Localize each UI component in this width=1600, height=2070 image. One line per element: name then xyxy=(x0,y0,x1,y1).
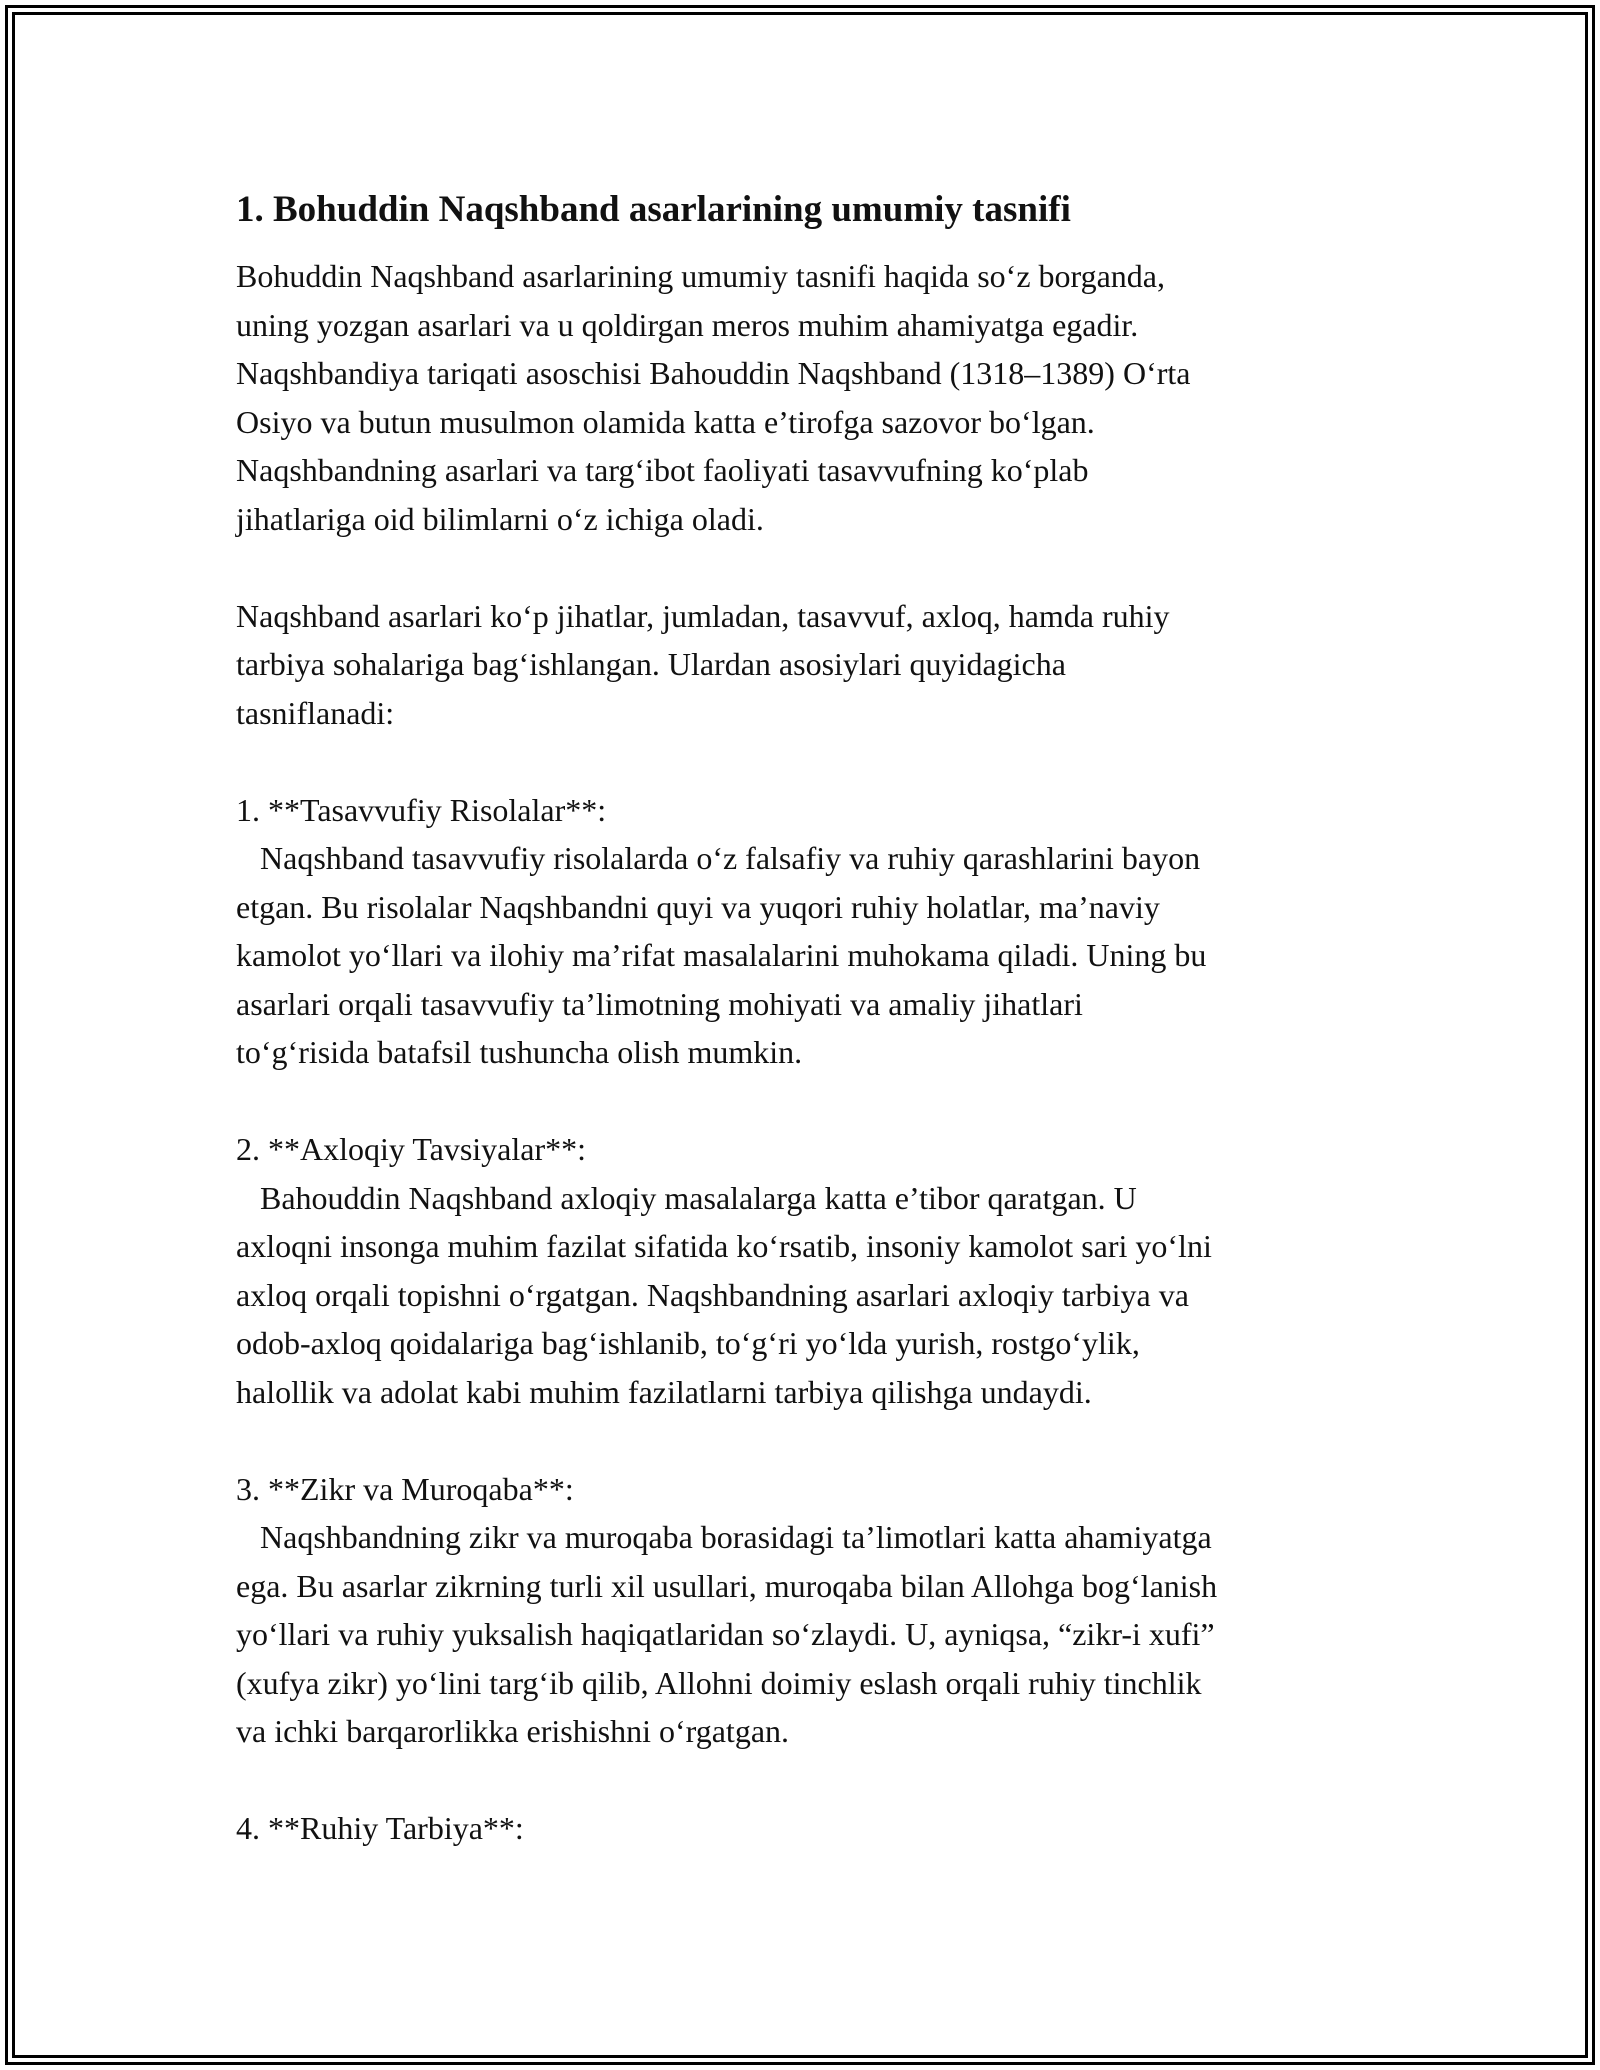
text-line: Bahouddin Naqshband axloqiy masalalarga katta e’tibor qaratgan. U xyxy=(236,1179,1137,1216)
text-line: Naqshband asarlari ko‘p jihatlar, jumladan, tasavvuf, axloq, hamda ruhiy xyxy=(236,597,1170,634)
section-axloqiy-tavsiyalar xyxy=(236,1125,1370,1416)
paragraph-spacer xyxy=(236,1416,1370,1465)
text-line: asarlari orqali tasavvufiy ta’limotning mohiyati va amaliy jihatlari xyxy=(236,985,1083,1022)
text-line: ega. Bu asarlar zikrning turli xil usullari, muroqaba bilan Allohga bog‘lanish xyxy=(236,1567,1218,1604)
text-line: axloqni insonga muhim fazilat sifatida ko‘rsatib, insoniy kamolot sari yo‘lni xyxy=(236,1228,1212,1264)
text-line: yo‘llari va ruhiy yuksalish haqiqatlaridan so‘zlaydi. U, ayniqsa, “zikr-i xufi” xyxy=(236,1616,1215,1652)
text-line: odob-axloq qoidalariga bag‘ishlanib, to‘g‘ri yo‘lda yurish, rostgo‘ylik, xyxy=(236,1325,1140,1361)
text-line: Osiyo va butun musulmon olamida katta e’tirofga sazovor bo‘lgan. xyxy=(236,403,1095,440)
text-line: jihatlariga oid bilimlarni o‘z ichiga oladi. xyxy=(236,500,764,537)
paragraph-spacer xyxy=(236,737,1370,786)
text-line: kamolot yo‘llari va ilohiy ma’rifat masalalarini muhokama qiladi. Uning bu xyxy=(236,937,1207,973)
text-line: etgan. Bu risolalar Naqshbandni quyi va yuqori ruhiy holatlar, ma’naviy xyxy=(236,888,1160,925)
document-body xyxy=(236,186,1370,1853)
text-line: Bohuddin Naqshband asarlarining umumiy tasnifi haqida so‘z borganda, xyxy=(236,258,1165,294)
text-line: to‘g‘risida batafsil tushuncha olish mumkin. xyxy=(236,1034,803,1070)
text-line: tasniflanadi: xyxy=(236,694,395,731)
text-line: uning yozgan asarlari va u qoldirgan meros muhim ahamiyatga egadir. xyxy=(236,306,1139,343)
section-zikr-va-muroqaba xyxy=(236,1465,1370,1756)
section-heading: 3. **Zikr va Muroqaba**: xyxy=(236,1470,574,1507)
text-line: Naqshband tasavvufiy risolalarda o‘z falsafiy va ruhiy qarashlarini bayon xyxy=(236,840,1201,876)
paragraph-intro xyxy=(236,252,1370,543)
section-heading: 2. **Axloqiy Tavsiyalar**: xyxy=(236,1131,587,1167)
text-line: Naqshbandiya tariqati asoschisi Bahouddin Naqshband (1318–1389) O‘rta xyxy=(236,355,1191,391)
section-heading: 4. **Ruhiy Tarbiya**: xyxy=(236,1810,524,1846)
section-tasavvufiy-risolalar xyxy=(236,786,1370,1077)
section-heading: 1. **Tasavvufiy Risolalar**: xyxy=(236,791,607,828)
text-line: va ichki barqarorlikka erishishni o‘rgatgan. xyxy=(236,1713,790,1749)
text-line: tarbiya sohalariga bag‘ishlangan. Ulardan asosiylari quyidagicha xyxy=(236,646,1066,682)
paragraph-classification-intro xyxy=(236,592,1370,738)
text-line: axloq orqali topishni o‘rgatgan. Naqshbandning asarlari axloqiy tarbiya va xyxy=(236,1276,1189,1313)
paragraph-spacer xyxy=(236,1077,1370,1126)
paragraph-spacer xyxy=(236,543,1370,592)
text-line: Naqshbandning zikr va muroqaba borasidagi ta’limotlari katta ahamiyatga xyxy=(236,1519,1212,1555)
text-line: Naqshbandning asarlari va targ‘ibot faoliyati tasavvufning ko‘plab xyxy=(236,452,1089,488)
text-line: halollik va adolat kabi muhim fazilatlarni tarbiya qilishga undaydi. xyxy=(236,1373,1092,1410)
document-title: 1. Bohuddin Naqshband asarlarining umumiy tasnifi xyxy=(236,189,1071,230)
section-ruhiy-tarbiya xyxy=(236,1804,1370,1853)
text-line: (xufya zikr) yo‘lini targ‘ib qilib, Allohni doimiy eslash orqali ruhiy tinchlik xyxy=(236,1664,1202,1701)
paragraph-spacer xyxy=(236,1756,1370,1805)
